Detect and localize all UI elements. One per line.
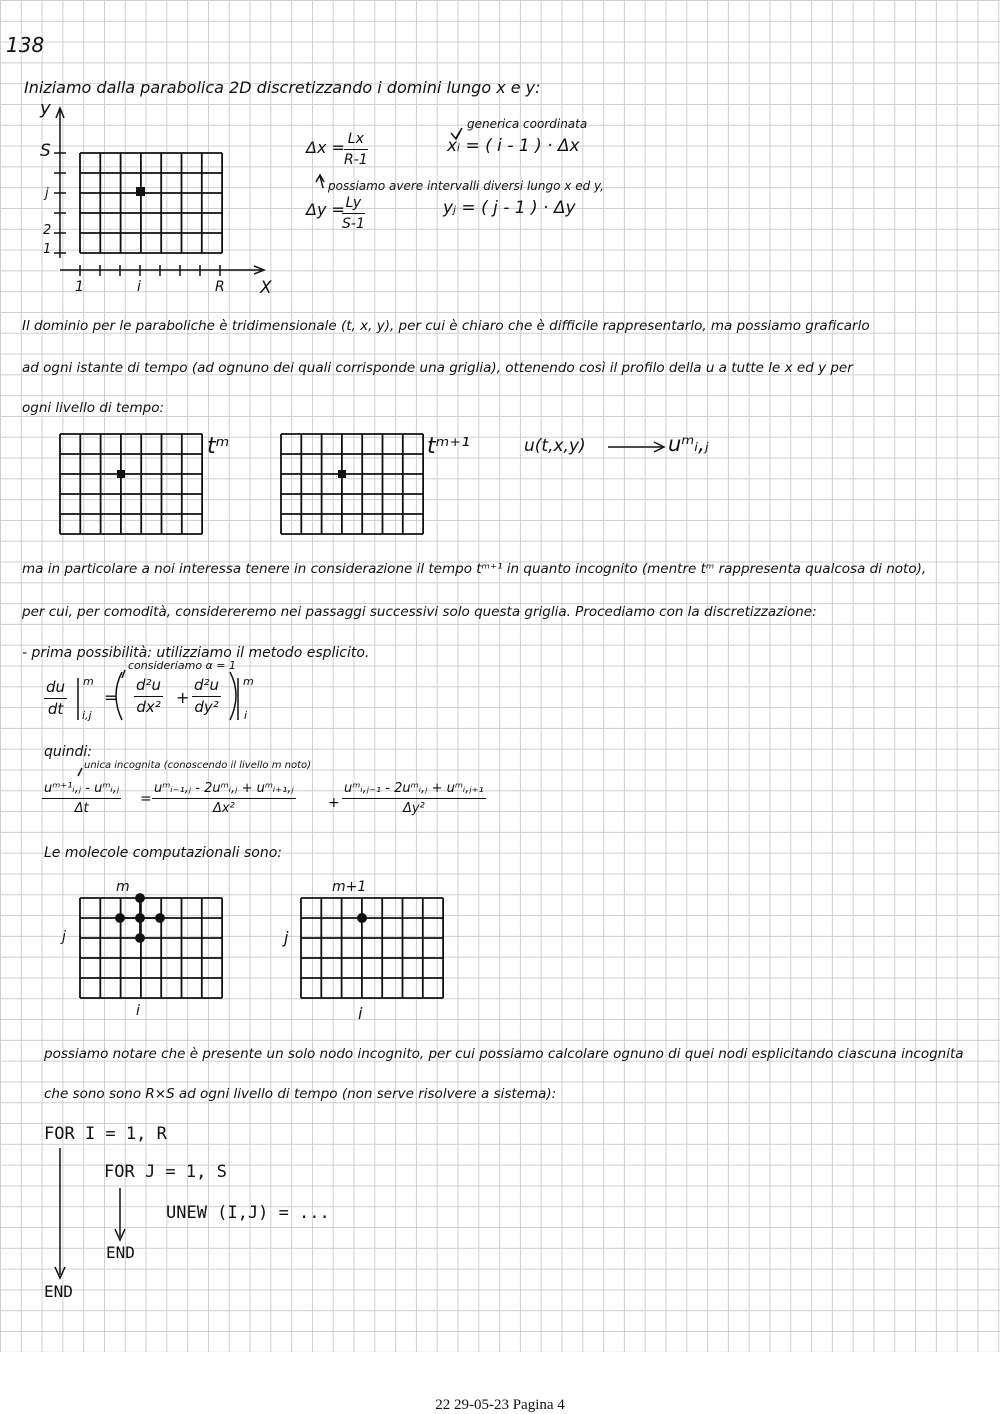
mol-label-j: j [62, 929, 66, 945]
molecule-grid-m [80, 898, 222, 998]
x-diff-num: uᵐᵢ₋₁,ⱼ - 2uᵐᵢ,ⱼ + uᵐᵢ₊₁,ⱼ [152, 782, 296, 799]
mol-label-j2: j [284, 928, 289, 947]
d2u-num-x: d²u [134, 678, 163, 697]
note-intervals: possiamo avere intervalli diversi lungo x ed y, [328, 179, 604, 193]
equals2: = [140, 791, 152, 807]
dy-num: Ly [342, 196, 365, 214]
code-end-inner: END [106, 1243, 135, 1262]
y-tick-s: S [40, 141, 51, 161]
para2-line2: per cui, per comodità, considereremo nei passaggi successivi solo questa griglia. Procediamo con la discretizzazione: [22, 604, 817, 620]
dy2-den: dy² [194, 698, 219, 716]
y-diff-num: uᵐᵢ,ⱼ₋₁ - 2uᵐᵢ,ⱼ + uᵐᵢ,ⱼ₊₁ [342, 782, 486, 799]
y-tick-1: 1 [43, 242, 52, 257]
para1-line2: ad ogni istante di tempo (ad ognuno dei quali corrisponde una griglia), ottenendo così il profilo della u a tutte le x ed y per [22, 360, 853, 376]
note-alpha: consideriamo α = 1 [128, 659, 237, 672]
para2-line1: ma in particolare a noi interessa tenere in considerazione il tempo tᵐ⁺¹ in quanto incognito (mentre tᵐ rappresenta qualcosa di noto), [22, 561, 927, 577]
du-dt [44, 680, 67, 717]
para3-line1: possiamo notare che è presente un solo nodo incognito, per cui possiamo calcolare ognuno di quei nodi esplicitando ciascuna incognita [44, 1046, 964, 1062]
x-tick-i: i [137, 279, 141, 295]
y-diff-den: Δy² [402, 801, 425, 816]
mapping-lhs: u(t,x,y) [524, 436, 586, 456]
x-tick-r: R [215, 279, 225, 295]
du-num: du [44, 680, 67, 699]
time-difference [42, 782, 121, 815]
quindi: quindi: [44, 744, 93, 760]
node-marker-m1 [338, 470, 346, 478]
domain-grid [80, 153, 222, 253]
dy-den: S-1 [342, 216, 365, 232]
label-t-m1: tᵐ⁺¹ [427, 434, 470, 459]
para1-line1: Il dominio per le paraboliche è tridimensionale (t, x, y), per cui è chiaro che è difficile rappresentarlo, ma possiamo graficarlo [22, 318, 870, 334]
note-generic: generica coordinata [467, 117, 588, 131]
x-tick-1: 1 [75, 279, 84, 295]
x-difference [152, 782, 296, 815]
yj-formula: yⱼ = ( j - 1 ) · Δy [443, 198, 576, 218]
dy-lhs: Δy = [306, 200, 345, 219]
y-tick-2: 2 [43, 223, 52, 238]
molecule-grid-m1 [301, 898, 443, 998]
page-number: 138 [6, 33, 45, 57]
xi-formula: xᵢ = ( i - 1 ) · Δx [447, 136, 580, 156]
code-assign: UNEW (I,J) = ... [166, 1203, 330, 1223]
y-tick-j: j [45, 186, 49, 201]
sup-m: m [83, 675, 94, 688]
equals: = [104, 688, 118, 707]
plus2: + [328, 795, 340, 811]
sub-i-right: i [244, 709, 248, 722]
dx-den: R-1 [344, 152, 368, 168]
y-axis-label: y [40, 98, 51, 119]
d2u-dy2 [192, 678, 221, 715]
para1-line3: ogni livello di tempo: [22, 400, 165, 416]
x-axis-label: X [260, 278, 272, 298]
y-difference [342, 782, 486, 815]
plus: + [176, 688, 190, 707]
note-unknown: unica incognita (conoscendo il livello m noto) [84, 760, 312, 771]
sub-ij: i,j [82, 709, 92, 722]
dt-den: dt [47, 700, 64, 718]
grid-time-m1 [281, 434, 423, 534]
mol-label-i: i [136, 1003, 140, 1019]
time-diff-den: Δt [74, 801, 89, 816]
d2u-dx2 [134, 678, 163, 715]
page-footer: 22 29-05-23 Pagina 4 [435, 1397, 565, 1413]
intro-line: Iniziamo dalla parabolica 2D discretizzando i domini lungo x e y: [24, 78, 541, 97]
d2u-num-y: d²u [192, 678, 221, 697]
code-for-j: FOR J = 1, S [104, 1162, 227, 1182]
mol-label-i2: i [358, 1004, 363, 1023]
node-marker [136, 187, 145, 196]
molecules-title: Le molecole computazionali sono: [44, 845, 283, 861]
code-for-i: FOR I = 1, R [44, 1124, 167, 1144]
mol-label-m: m [116, 879, 130, 895]
explicit-bullet: - prima possibilità: utilizziamo il metodo esplicito. [22, 645, 370, 661]
explicit-stencil [116, 894, 164, 942]
dx-fraction [344, 132, 368, 167]
grid-time-m [60, 434, 202, 534]
x-diff-den: Δx² [212, 801, 235, 816]
label-t-m: tᵐ [207, 434, 230, 459]
code-end-outer: END [44, 1282, 73, 1301]
mapping-rhs: uᵐᵢ,ⱼ [668, 432, 709, 456]
dy-fraction [342, 196, 365, 231]
unknown-node [357, 913, 367, 923]
dx-lhs: Δx = [306, 138, 345, 157]
mol-label-m1: m+1 [332, 879, 367, 895]
dx-num: Lx [344, 132, 368, 150]
dx2-den: dx² [136, 698, 161, 716]
para3-line2: che sono sono R×S ad ogni livello di tempo (non serve risolvere a sistema): [44, 1086, 557, 1102]
node-marker-m [117, 470, 125, 478]
time-diff-num: uᵐ⁺¹ᵢ,ⱼ - uᵐᵢ,ⱼ [42, 782, 121, 799]
sup-m-right: m [243, 675, 254, 688]
